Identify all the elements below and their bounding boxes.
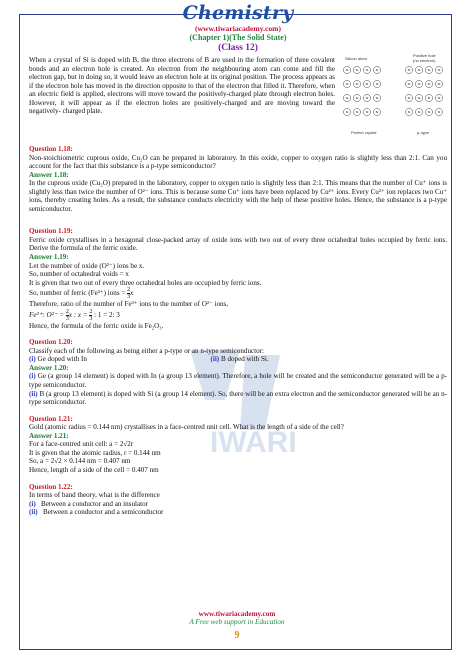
answer-1-19-line-6: Hence, the formula of the ferric oxide is Fe₂O₃. <box>29 321 164 330</box>
figure-caption-left: Perfect crystal <box>351 130 377 135</box>
atom-label: Si <box>437 82 441 87</box>
atom-label: Si <box>417 110 421 115</box>
page-number: 9 <box>234 630 240 641</box>
atom-label: Si <box>355 96 359 101</box>
atom-label: Si <box>437 68 441 73</box>
atom-label: Si <box>375 68 379 73</box>
class-line: (Class 12) <box>218 43 258 53</box>
intro-paragraph: When a crystal of Si is doped with B, the three electrons of B are used in the formation of three covalent bonds and an electron hole is created. An electron from the neighbouring atom can come and fill the electron gap, but in doing so, it would leave an electron hole at its original position. The process appears as if the electron hole has moved in the direction opposite to that of the electron that filled it. Therefore, when an electric field is applied, electrons will move toward the positively-charged plate through electron holes. However, it will appear as if the electron holes are positively-charged and are moving toward the negatively- charged plate. <box>29 56 335 116</box>
fraction-ratio-2: $\frac{2}{3}$ <box>89 308 93 322</box>
answer-1-19-title: Answer 1.19: <box>29 253 69 262</box>
ferric-count-label: So, number of ferric (Fe³⁺) ions = <box>29 289 126 298</box>
atom-label: Si <box>345 68 349 73</box>
question-1-18-text: Non-stoichiometric cuprous oxide, Cu₂O can be prepared in laboratory. In this oxide, copper to oxygen ratio is slightly less than 2:1. Can you account for the fact that this substance is a p-type semiconductor? <box>29 153 447 171</box>
answer-1-21-line-2: It is given that the atomic radius, r = 0.144 nm <box>29 448 161 457</box>
answer-1-19-line-3: It is given that two out of every three octahedral holes are occupied by ferric ions. <box>29 278 262 287</box>
atom-label: Si <box>355 68 359 73</box>
answer-1-20-title: Answer 1.20: <box>29 363 69 372</box>
page-content <box>29 2 447 517</box>
question-1-22-text: In terms of band theory, what is the difference <box>29 491 160 500</box>
page-footer <box>0 610 474 641</box>
atom-label: Si <box>345 82 349 87</box>
question-1-20-options: (i) Ge doped with In (ii) B doped with Si. <box>29 355 269 364</box>
page-header <box>29 2 447 54</box>
atom-label: Si <box>365 110 369 115</box>
atom-label: Si <box>437 110 441 115</box>
answer-1-19-line-2: So, number of octahedral voids = x <box>29 270 129 279</box>
atom-label: Si <box>417 68 421 73</box>
figure-label-hole-1: Positive hole <box>413 53 436 58</box>
atom-label: B <box>427 96 431 101</box>
question-1-21-text: Gold (atomic radius = 0.144 nm) crystallises in a face-centred unit cell. What is the length of a side of the cell? <box>29 423 344 432</box>
subject-title: Chemistry <box>182 2 294 24</box>
answer-1-21-line-4: Hence, length of a side of the cell = 0.407 nm <box>29 465 159 474</box>
question-1-20-text: Classify each of the following as being either a p-type or an n-type semiconductor: <box>29 346 265 355</box>
crystal-diagram <box>339 52 449 136</box>
answer-1-21-title: Answer 1.21: <box>29 431 69 440</box>
p-type-grid <box>405 66 442 115</box>
atom-label: Si <box>375 110 379 115</box>
question-1-21-title: Question 1.21: <box>29 414 73 423</box>
question-1-22-option-1: (i) Between a conductor and an insulator <box>29 499 148 508</box>
answer-1-18-text: In the cuprous oxide (Cu₂O) prepared in the laboratory, copper to oxygen ratio is slightly less than 2:1. This means that the number of Cu⁺ ions is slightly less than twice the number of O²⁻ ions. This is because some Cu⁺ ions have been replaced by Cu²⁺ ions. Every Cu²⁺ ion replaces two Cu⁺ ions, thereby creating holes. As a result, the substance conducts electricity with the help of these positive holes. Hence, the substance is a p-type semiconductor. <box>29 179 447 213</box>
atom-label: Si <box>375 82 379 87</box>
answer-1-19-ratio: Fe³⁺: O²⁻ = $\frac{2}{3}$ x : x = $\frac{2}{3}$ : 1 = 2: 3 <box>29 308 120 322</box>
chapter-line: (Chapter 1)(The Solid State) <box>189 33 287 42</box>
question-1-19-title: Question 1.19: <box>29 227 73 236</box>
fraction-ratio: $\frac{2}{3}$ <box>65 308 69 322</box>
atom-label: Si <box>345 96 349 101</box>
atom-label: Si <box>407 96 411 101</box>
question-1-20-title: Question 1.20: <box>29 338 73 347</box>
atom-label: Si <box>407 68 411 73</box>
footer-site-link[interactable]: www.tiwariacademy.com <box>198 610 276 618</box>
svg-text:IWARI: IWARI <box>210 426 297 459</box>
question-1-19-text: Ferric oxide crystallises in a hexagonal close-packed array of oxide ions with two out of every three octahedral holes occupied by ferric ions. Derive the formula of the ferric oxide. <box>29 235 447 253</box>
atom-label: Si <box>407 82 411 87</box>
answer-1-21-line-3: So, a = 2√2 × 0.144 nm = 0.407 nm <box>29 457 131 466</box>
answer-1-19-line-1: Let the number of oxide (O²⁻) ions be x. <box>29 261 145 270</box>
atom-label: Si <box>417 96 421 101</box>
figure-caption-right: p–type <box>417 130 430 135</box>
intro-section <box>29 53 447 137</box>
atom-label: Si <box>365 82 369 87</box>
figure-label-silicon: Silicon atom <box>345 56 367 61</box>
atom-label: Si <box>375 96 379 101</box>
atom-label: Si <box>437 96 441 101</box>
question-1-22-option-2: (ii) Between a conductor and a semiconductor <box>29 508 164 517</box>
atom-label: Si <box>365 96 369 101</box>
question-1-18-title: Question 1.18: <box>29 145 73 153</box>
question-1-22-title: Question 1.22: <box>29 482 73 491</box>
atom-label: Si <box>365 68 369 73</box>
answer-1-20-part-2: (ii) B (a group 13 element) is doped with Si (a group 14 element). So, there will be an extra electron and the semiconductor generated will be an n-type semiconductor. <box>29 389 447 407</box>
answer-1-21-line-1: For a face-centred unit cell: a = 2√2r <box>29 440 134 449</box>
atom-label: Si <box>417 82 421 87</box>
atom-label: Si <box>427 68 431 73</box>
atom-label: Si <box>427 110 431 115</box>
atom-label: Si <box>427 82 431 87</box>
atom-label: Si <box>355 110 359 115</box>
answer-1-18-title: Answer 1.18: <box>29 170 69 179</box>
atom-label: Si <box>355 82 359 87</box>
answer-1-20-part-1: (i) Ge (a group 14 element) is doped with In (a group 13 element). Therefore, a hole will be created and the semiconductor generated will be a p-type semiconductor. <box>29 372 447 390</box>
atom-label: Si <box>345 110 349 115</box>
semiconductor-figure <box>339 52 449 136</box>
answer-1-19-line-5: Therefore, ratio of the number of Fe³⁺ ions to the number of O²⁻ ions, <box>29 300 229 309</box>
fraction-two-thirds: $\frac{2}{3}$ <box>127 287 131 301</box>
atom-label: Si <box>407 110 411 115</box>
perfect-crystal-grid <box>343 66 380 115</box>
figure-label-hole-2: (no electron) <box>413 58 436 63</box>
answer-1-19-line-4: So, number of ferric (Fe³⁺) ions = $\frac{2}{3}$ x <box>29 287 134 301</box>
footer-tagline: A Free web support in Education <box>189 618 285 626</box>
site-link[interactable]: (www.tiwariacademy.com) <box>194 24 282 33</box>
